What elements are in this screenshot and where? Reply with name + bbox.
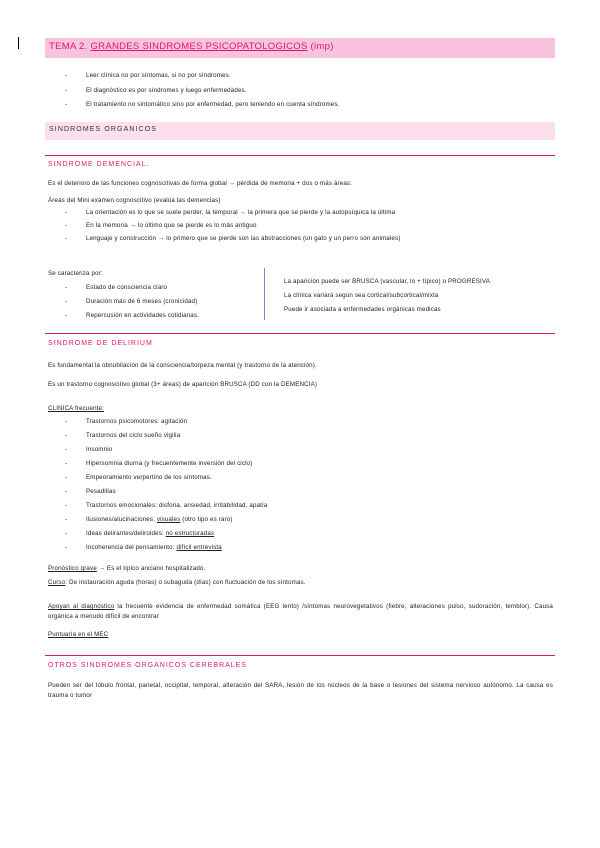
text-cursor [18, 37, 19, 49]
delirium-line: Es fundamental la obnubilación de la consciencia/torpeza mental (y trastorno de la atención). [48, 362, 317, 369]
apoyan-paragraph: Apoyan al diagnóstico la frecuente evidencia de enfermedad somática (EEG lento) /síntomas neurovegetativos (fiebre, alteraciones pulso, sudoración, temblor). Causa orgánica a menudo difícil de encontrar [48, 603, 553, 620]
title-bar [45, 38, 555, 58]
right-note: Puede ir asociada a enfermedades orgánicas medicas [284, 306, 441, 313]
column-divider [264, 268, 265, 320]
char-item: - Repercusión en actividades cotidianas. [65, 312, 200, 319]
delirium-line: Es un trastorno cognoscitivo global (3+ áreas) de aparición BRUSCA (DD con la DEMENCIA) [48, 381, 318, 388]
clinica-label: CLINICA frecuente: [48, 405, 105, 412]
pronostico-line: Pronóstico grave → Es el típico anciano hospitalizado. [48, 565, 206, 572]
otros-paragraph: Pueden ser del lóbulo frontal, parietal, occipital, temporal, alteración del SARA, lesión de los núcleos de la base o lesiones del sistema nervioso autónomo. La causa es trauma o tumor [48, 682, 553, 699]
puntuaria-line: Puntuaría en el MEC [48, 631, 109, 638]
section-bar-organicos: SINDROMES ORGANICOS [45, 122, 555, 140]
clinica-item: - Trastornos del ciclo sueño vigilia [65, 432, 181, 439]
clinica-item: - Insomnio [65, 446, 113, 453]
clinica-item: - Empeoramiento verpertino de los síntomas. [65, 474, 212, 481]
divider [45, 155, 555, 156]
clinica-item: - Incoherencia del pensamiento: difícil entrevista [65, 544, 222, 551]
right-note: La clínica variará según sea cortical/subcortical/mixta [284, 292, 439, 299]
area-item: - La orientación es lo que se suele perder, la temporal → la primera que se pierde y la autopsíquica la última [65, 209, 396, 216]
divider [45, 333, 555, 334]
char-item: - Duración más de 6 meses (cronicidad) [65, 298, 198, 305]
intro-item: - El tratamiento no sintomático sino por enfermedad, pero teniendo en cuenta síndromes. [65, 101, 340, 108]
mini-exam-label: Áreas del Mini examen cognoscitivo (evalúa las demencias) [48, 197, 221, 204]
curso-line: Curso: De instauración aguda (horas) o subaguda (días) con fluctuación de los síntomas. [48, 579, 306, 586]
char-item: - Estado de consciencia claro [65, 284, 168, 291]
clinica-item: - Trastornos psicomotores: agitación [65, 418, 188, 425]
clinica-item: - Trastornos emocionales: disforia, ansiedad, irritabilidad, apatía [65, 502, 268, 509]
clinica-item: - Hipersomnia diurna (y frecuentemente inversión del ciclo) [65, 460, 253, 467]
area-item: - Lenguaje y construcción → lo primero que se pierde son las abstracciones (un gato y un perro son animales) [65, 235, 401, 242]
clinica-item: - Pesadillas [65, 488, 116, 495]
page-title: TEMA 2. GRANDES SINDROMES PSICOPATOLOGICOS (imp) [49, 41, 334, 52]
intro-item: - Leer clínica no por síntomas, si no por síndromes. [65, 72, 231, 79]
clinica-item: - Ideas delirantes/deliroides: no estructuradas [65, 530, 215, 537]
demencial-definition: Es el deterioro de las funciones cognoscitivas de forma global → pérdida de memoria + dos o más áreas: [48, 180, 353, 187]
heading-delirium: SINDROME DE DELIRIUM [48, 340, 153, 347]
clinica-item: - Ilusiones/alucinaciones: visuales (otro tipo es raro) [65, 516, 233, 523]
right-note: La aparición puede ser BRUSCA (vascular, lo + típico) o PROGRESIVA [284, 278, 490, 285]
area-item: - En la memoria → lo último que se pierde es lo más antiguo [65, 222, 257, 229]
intro-item: - El diagnóstico es por síndromes y luego enfermedades. [65, 87, 247, 94]
caracteriza-label: Se caracteriza por: [48, 270, 103, 277]
heading-otros: OTROS SINDROMES ORGANICOS CEREBRALES [48, 662, 247, 669]
divider [45, 655, 555, 656]
heading-demencial: SINDROME DEMENCIAL. [48, 161, 150, 168]
